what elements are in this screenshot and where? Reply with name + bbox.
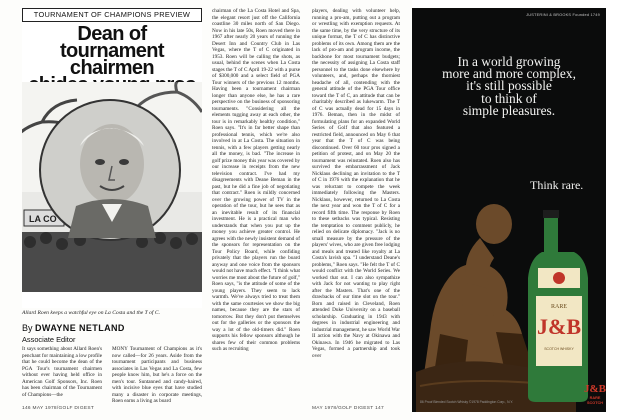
jb-logo-sub-line: SCOTCH bbox=[586, 400, 604, 405]
article-column bbox=[312, 8, 400, 404]
ad-headline-line: it's still possible bbox=[466, 78, 552, 94]
ad-brand-line: JUSTERINI & BROOKS Founded 1749 bbox=[526, 12, 600, 17]
section-banner: TOURNAMENT OF CHAMPIONS PREVIEW bbox=[22, 8, 202, 22]
ad-headline-line: more and more complex, bbox=[442, 66, 576, 82]
author-name: DWAYNE NETLAND bbox=[35, 323, 125, 333]
headline-line-2: tournament chairmen bbox=[59, 40, 164, 79]
byline-prefix: By bbox=[22, 323, 33, 333]
svg-text:RARE: RARE bbox=[550, 304, 568, 310]
jb-logo-sub-line: RARE bbox=[589, 396, 601, 400]
page-folio-left: 146 MAY 1978/GOLF DIGEST bbox=[22, 406, 95, 411]
photo-caption: Allard Roen keeps a watchful eye on La Costa and the T of C. bbox=[22, 310, 160, 316]
article-column bbox=[112, 346, 202, 404]
ad-legal-credit: 86 Proof Blended Scotch Whisky ©1978 Paddington Corp., N.Y. bbox=[420, 400, 514, 404]
article-column bbox=[22, 346, 102, 404]
svg-text:J&B: J&B bbox=[537, 314, 581, 339]
paragraph: MONY Tournament of Champions as it's now called—for 26 years. Aside from the tournament participants and business associates in Las Vegas and La Costa, few people know him, but he's a force on the men's tour. Suntanned and candy-haired, with incisive blue eyes that have studied many a disaster in corporate meetings, Roen earns a living as board bbox=[112, 346, 202, 404]
portrait-photo bbox=[22, 82, 202, 292]
jb-bottle bbox=[528, 210, 588, 402]
author-role: Associate Editor bbox=[22, 335, 76, 344]
paragraph: It says something about Allard Roen's penchant for maintaining a low profile that he could become the dean of the PGA Tour's tournament chairmen without ever having held office in American Golf Sponsors, Inc. Roen has been chairman of the Tournament of Champions—the bbox=[22, 346, 102, 398]
page-folio-right: MAY 1978/GOLF DIGEST 147 bbox=[312, 406, 384, 411]
paragraph: players, dealing with volunteer help, running a pro-am, putting out a program or wrestling with exemption requests. At the same time, by the very structure of its unique format, the T of C has distinctive problems of its own. Among them are the lack of pro-am and program income, the backbone for most tournament budgets; the necessity of assigning La Costa staff personnel to the tasks done elsewhere by volunteers, and, perhaps the thorniest headache of all, contending with the general attitude of the PGA Tour office toward the T of C, an attitude that can be charitably described as lukewarm. The T of C was actually dead for 15 days in 1976. Beman, then in the midst of formulating plans for an expanded World Series of Golf that also featured a restricted field, announced on May 6 that year that the T of C was being discontinued. Over 60 tour pros signed a petition of protest, and on May 20 the tournament was reinstated. Roen also has survived the embarrassment of Jack Nicklaus declining an invitation to the T of C in 1976 with the explanation that he was reluctant to compete the week immediately following the Masters. Nicklaus, however, returned to La Costa the next year and won the T of C for a record fifth time. The response by Roen to these setbacks was typical. Resisting the temptation to comment publicly, he relied on delicate diplomacy. "Jack is no small measure by the pressure of the players' wives, who are given free lodging and meals and treated like royalty at La Costa's lavish spa. "I understand Deane's problems," Roen says. "He felt the T of C would conflict with the World Series. We worked that out. I can also sympathize with Jack for not wanting to play right after the Masters. That's one of the drawbacks of our time slot on the tour." Born and raised in Cleveland, Roen attended Duke University on a baseball scholarship. Graduating in 1943 with degrees in industrial engineering and industrial management, he saw World War II action with the Navy at Okinawa and Okinawa. In 1946 he migrated to Las Vegas, formed a partnership and took over bbox=[312, 8, 400, 359]
byline bbox=[22, 323, 202, 333]
article-column bbox=[212, 8, 300, 404]
svg-text:SCOTCH WHISKY: SCOTCH WHISKY bbox=[544, 347, 574, 351]
ad-headline bbox=[412, 56, 606, 117]
jb-logo-sub bbox=[584, 396, 606, 405]
ad-headline-line: simple pleasures. bbox=[462, 102, 556, 118]
ad-tagline: Think rare. bbox=[530, 178, 584, 192]
ad-artwork bbox=[412, 128, 606, 412]
article-hero bbox=[22, 8, 202, 308]
headline-line-1: Dean of bbox=[77, 23, 147, 45]
svg-text:LA CO: LA CO bbox=[29, 214, 57, 224]
paragraph: chairman of the La Costa Hotel and Spa, the elegant resort just off the California coastline 30 miles north of San Diego. Now in his late 50s, Roen moved there in 1967 after nearly 20 years of running the Desert Inn and Country Club in Las Vegas, where the T of C originated in 1953. Roen will be calling the shots, as usual, behind the scenes when La Costa stages the T of C April 19-22 with a purse of $300,000 and a select field of PGA Tour winners of the previous 12 months. Having been a tournament chairman longer than anyone else, he has a rare perspective on the business of sponsoring tournaments. "Considering all the elements tugging away at each other, the tour is in remarkably healthy condition," Roen says. "It's in far better shape than professional tennis, which we're also involved in at La Costa. The situation in tennis, with a few players getting nearly all the money, is bad. "The increase in golf prize money this year was covered by our increase in receipts from the new television contract. I've had my disagreements with Deane Beman in the past, but he did a fine job of negotiating that contract." Roen is mildly concerned over the growing power of TV in the operation of the tour, but he sees that as an inevitable result of its financial investment. He is a practical man who understands that when you put up the money you achieve greater control. He agrees with the newly insistent demand of the sponsors for representation on the Tour Policy Board, while confiding privately that the players run the board anyway and one voice from the sponsors would not have much effect. "I think what worries me most about the future of golf," Roen says, "is the attitude of some of the young players. They seem to lack warmth. We've always tried to treat them with the same courtesies we show the big names, because they are the stars of tomorrow. But they don't put themselves out for the galleries or the sponsors the way a lot of the old-timers did." Roen supports his fellow sponsors although he shares few of their common problems such as recruiting bbox=[212, 8, 300, 352]
ad-headline-line: to think of bbox=[481, 90, 537, 106]
ad-headline-line: In a world growing bbox=[457, 54, 561, 69]
jb-logo: J&B bbox=[584, 383, 606, 395]
jb-scotch-ad bbox=[412, 8, 606, 412]
